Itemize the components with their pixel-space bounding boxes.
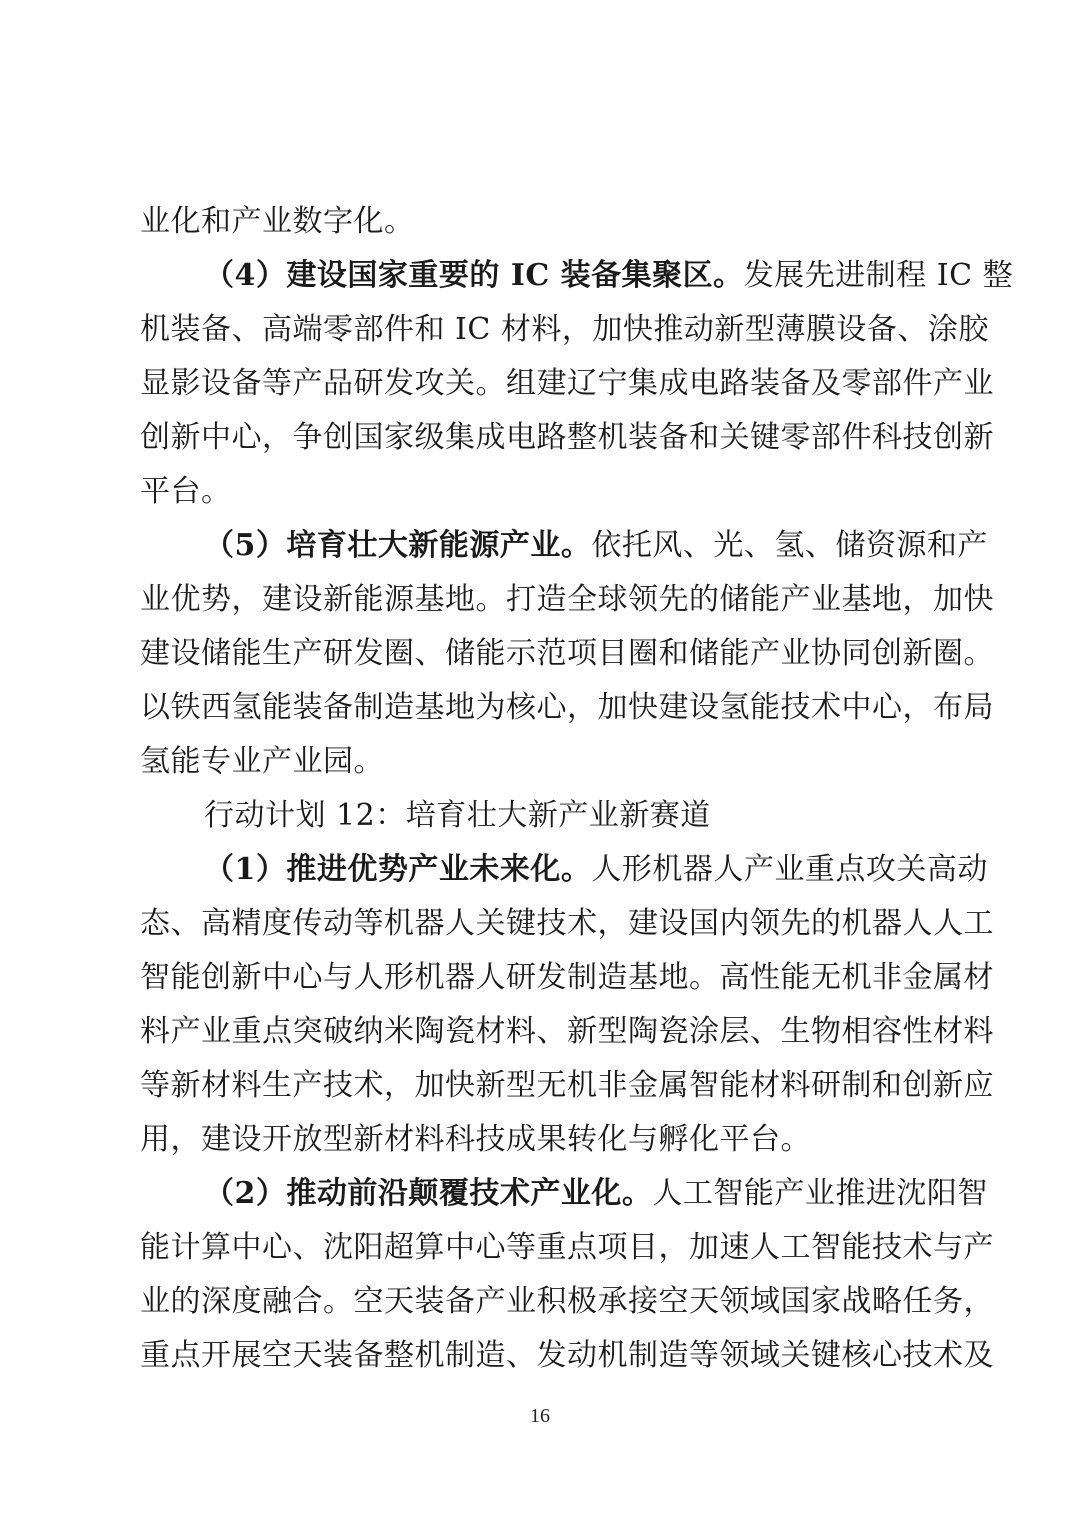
paragraph-line bbox=[140, 844, 988, 896]
paragraph-line bbox=[140, 1060, 994, 1112]
paragraph-line bbox=[140, 1330, 994, 1382]
paragraph-line bbox=[140, 898, 994, 950]
line-text: 创新中心，争创国家级集成电路整机装备和关键零部件科技创新 bbox=[140, 420, 994, 455]
line-text: 发展先进制程 IC 整 bbox=[743, 258, 1014, 293]
page-number: 16 bbox=[530, 1405, 550, 1427]
section-heading: （5）培育壮大新能源产业。 bbox=[204, 528, 592, 563]
line-text: 重点开展空天装备整机制造、发动机制造等领域关键核心技术及 bbox=[140, 1338, 994, 1373]
paragraph-line bbox=[140, 682, 994, 734]
line-text: 智能创新中心与人形机器人研发制造基地。高性能无机非金属材 bbox=[140, 960, 994, 995]
paragraph-line bbox=[140, 628, 994, 680]
paragraph-line bbox=[140, 736, 940, 788]
line-text: 用，建设开放型新材料科技成果转化与孵化平台。 bbox=[140, 1122, 811, 1157]
line-text: 能计算中心、沈阳超算中心等重点项目，加速人工智能技术与产 bbox=[140, 1230, 994, 1265]
paragraph-line bbox=[140, 466, 940, 518]
paragraph-line bbox=[140, 952, 994, 1004]
paragraph-line bbox=[140, 412, 994, 464]
line-text: 平台。 bbox=[140, 474, 232, 509]
line-text: 人形机器人产业重点攻关高动 bbox=[591, 852, 988, 887]
line-text: 业化和产业数字化。 bbox=[140, 204, 415, 239]
paragraph-line bbox=[140, 1168, 988, 1220]
line-text: 料产业重点突破纳米陶瓷材料、新型陶瓷涂层、生物相容性材料 bbox=[140, 1014, 994, 1049]
paragraph-line bbox=[140, 520, 988, 572]
paragraph-line bbox=[140, 1276, 994, 1328]
paragraph-line bbox=[140, 196, 940, 248]
line-text: 氢能专业产业园。 bbox=[140, 744, 384, 779]
line-text: 人工智能产业推进沈阳智 bbox=[652, 1176, 988, 1211]
line-text: 业的深度融合。空天装备产业积极承接空天领域国家战略任务， bbox=[140, 1284, 994, 1319]
line-text: 等新材料生产技术，加快新型无机非金属智能材料研制和创新应 bbox=[140, 1068, 994, 1103]
paragraph-line bbox=[140, 1114, 940, 1166]
paragraph-line bbox=[140, 358, 994, 410]
line-text: 显影设备等产品研发攻关。组建辽宁集成电路装备及零部件产业 bbox=[140, 366, 994, 401]
section-heading: （1）推进优势产业未来化。 bbox=[204, 852, 592, 887]
section-heading: （4）建设国家重要的 IC 装备集聚区。 bbox=[204, 258, 744, 293]
line-text: 态、高精度传动等机器人关键技术，建设国内领先的机器人人工 bbox=[140, 906, 994, 941]
line-text: 依托风、光、氢、储资源和产 bbox=[591, 528, 988, 563]
paragraph-line bbox=[140, 574, 994, 626]
paragraph-line bbox=[140, 1006, 994, 1058]
paragraph-line bbox=[140, 250, 1014, 302]
paragraph-line bbox=[140, 1222, 994, 1274]
line-text: 机装备、高端零部件和 IC 材料，加快推动新型薄膜设备、涂胶 bbox=[140, 312, 989, 347]
action-plan-heading bbox=[140, 790, 940, 842]
line-text: 业优势，建设新能源基地。打造全球领先的储能产业基地，加快 bbox=[140, 582, 994, 617]
section-heading: （2）推动前沿颠覆技术产业化。 bbox=[204, 1176, 653, 1211]
line-text: 建设储能生产研发圈、储能示范项目圈和储能产业协同创新圈。 bbox=[140, 636, 994, 671]
line-text: 行动计划 12：培育壮大新产业新赛道 bbox=[204, 798, 711, 833]
paragraph-line bbox=[140, 304, 989, 356]
line-text: 以铁西氢能装备制造基地为核心，加快建设氢能技术中心，布局 bbox=[140, 690, 994, 725]
